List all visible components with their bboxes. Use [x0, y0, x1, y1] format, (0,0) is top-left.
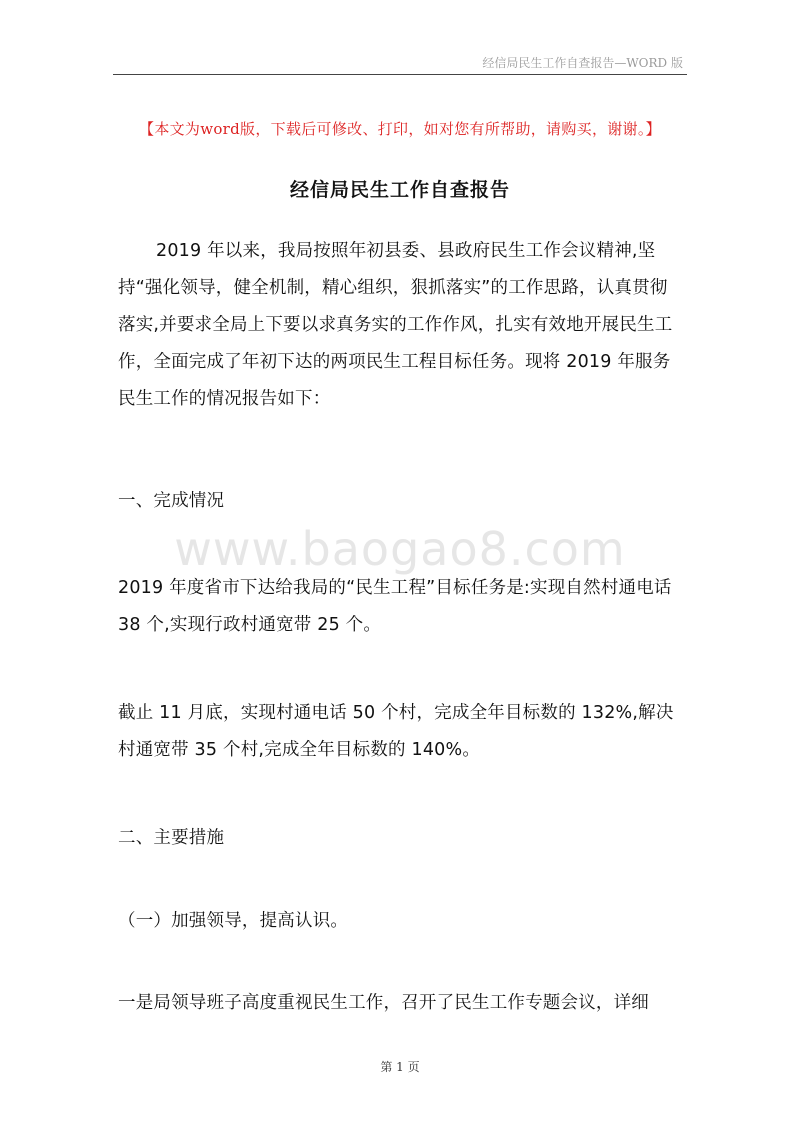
- document-title: 经信局民生工作自查报告: [289, 179, 510, 201]
- page-header-text: 经信局民生工作自查报告—WORD 版: [482, 56, 683, 70]
- subsection-heading-leadership: （一）加强领导，提高认识。: [118, 911, 349, 931]
- header-rule: [113, 74, 687, 75]
- intro-paragraph: 2019 年以来，我局按照年初县委、县政府民生工作会议精神,坚持“强化领导，健全机制，精心组织，狠抓落实”的工作思路，认真贯彻落实,并要求全局上下要以求真务实的工作作风，扎实有效地开展民生工作，全面完成了年初下达的两项民生工程目标任务。现将 2019 年服务民生工作的情况报告如下：: [118, 241, 673, 409]
- section-heading-completion: 一、完成情况: [118, 491, 225, 511]
- section-heading-measures: 二、主要措施: [118, 828, 225, 848]
- target-paragraph: 2019 年度省市下达给我局的“民生工程”目标任务是:实现自然村通电话 38 个,实现行政村通宽带 25 个。: [118, 578, 672, 635]
- progress-paragraph: 截止 11 月底，实现村通电话 50 个村，完成全年目标数的 132%,解决村通宽带 35 个村,完成全年目标数的 140%。: [118, 703, 674, 760]
- page-number: 第 1 页: [380, 1060, 420, 1074]
- purchase-notice: 【本文为word版，下载后可修改、打印，如对您有所帮助，请购买，谢谢。】: [139, 120, 661, 138]
- leadership-paragraph: 一是局领导班子高度重视民生工作，召开了民生工作专题会议，详细: [118, 993, 649, 1013]
- watermark: www.baogao8.com: [174, 522, 626, 576]
